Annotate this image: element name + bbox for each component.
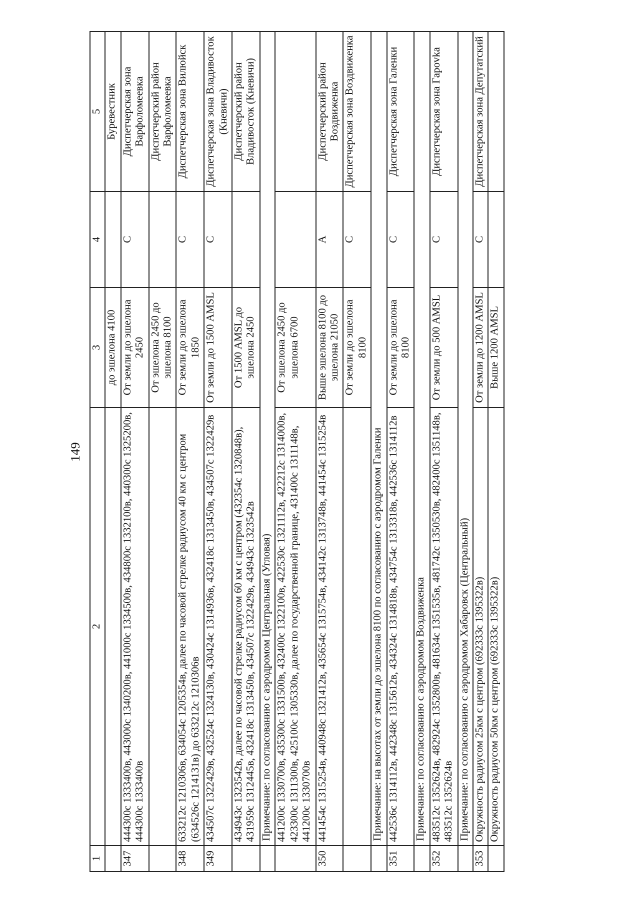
atc-unit-cell — [488, 32, 503, 192]
vertical-limits-cell: От земли до эшелона 8100 — [387, 288, 415, 408]
table-row — [204, 32, 232, 872]
row-number-cell: 352 — [430, 846, 458, 872]
row-number-cell — [414, 846, 429, 872]
vertical-limits-cell: От земли до эшелона 8100 — [343, 288, 371, 408]
table-body — [105, 32, 503, 872]
airspace-class-cell — [232, 192, 260, 288]
page-number: 149 — [67, 442, 83, 462]
header-cell: 5 — [90, 32, 105, 192]
coordinates-cell — [105, 408, 120, 846]
coordinates-cell: 483512с 1352624в, 482924с 1352800в, 481634с 1351535в, 481742с 1350530в, 482400с 1351148в, 483512с 1352624в — [430, 408, 458, 846]
atc-unit-cell: Диспетчерская зона Владивосток (Кневичи) — [204, 32, 232, 192]
coordinates-cell: 633212с 1210306в, 634054с 1205354в, далее по часовой стрелке радиусом 40 км с центром (634526с 1214131в) до 633212с 1210306в — [176, 408, 204, 846]
row-number-cell — [343, 846, 371, 872]
airspace-class-cell: С — [473, 192, 488, 288]
table-row — [414, 32, 429, 872]
airspace-class-cell — [105, 192, 120, 288]
note-cell: Примечание: по согласованию с аэродромом Центральная (Угловая) — [260, 32, 275, 846]
vertical-limits-cell: От земли до эшелона 1850 — [176, 288, 204, 408]
atc-unit-cell: Диспетчерский район Воздвиженка — [316, 32, 344, 192]
table-row — [316, 32, 344, 872]
vertical-limits-cell: От земли до эшелона 2450 — [121, 288, 149, 408]
row-number-cell: 350 — [316, 846, 344, 872]
atc-unit-cell: Диспетчерская зона Депутатский — [473, 32, 488, 192]
airspace-class-cell: С — [430, 192, 458, 288]
atc-unit-cell: Диспетчерский район Варфоломеевка — [149, 32, 177, 192]
rotated-document-page — [68, 32, 573, 872]
table-row — [371, 32, 386, 872]
atc-unit-cell: Диспетчерская зона Гарovka — [430, 32, 458, 192]
table-row — [473, 32, 488, 872]
airspace-class-cell: С — [121, 192, 149, 288]
vertical-limits-cell: Выше 1200 AMSL — [488, 288, 503, 408]
row-number-cell — [371, 846, 386, 872]
atc-unit-cell: Диспетчерская зона Воздвиженка — [343, 32, 371, 192]
coordinates-cell: 444300с 1333400в, 443000с 1340200в, 441000с 1334500в, 434800с 1332100в, 440300с 1325200в, 444300с 1333400в — [121, 408, 149, 846]
atc-unit-cell: Диспетчерская зона Галенки — [387, 32, 415, 192]
atc-unit-cell: Диспетчерский район Владивосток (Кневичи) — [232, 32, 260, 192]
row-number-cell: 353 — [473, 846, 488, 872]
airspace-class-cell — [275, 192, 315, 288]
table-row — [458, 32, 473, 872]
vertical-limits-cell: до эшелона 4100 — [105, 288, 120, 408]
header-cell: 1 — [90, 846, 105, 872]
table-row — [430, 32, 458, 872]
airspace-class-cell — [488, 192, 503, 288]
table-row — [275, 32, 315, 872]
atc-unit-cell: Диспетчерская зона Варфоломеевка — [121, 32, 149, 192]
airspace-class-cell: А — [316, 192, 344, 288]
row-number-cell — [488, 846, 503, 872]
coordinates-cell — [149, 408, 177, 846]
table-header-row — [90, 32, 105, 872]
table-row — [149, 32, 177, 872]
table-row — [121, 32, 149, 872]
atc-unit-cell: Диспетчерская зона Вилюйск — [176, 32, 204, 192]
row-number-cell: 349 — [204, 846, 232, 872]
note-cell: Примечание: по согласованию с аэродромом Воздвиженка — [414, 32, 429, 846]
vertical-limits-cell: От эшелона 2450 до эшелона 6700 — [275, 288, 315, 408]
coordinates-cell: 441200с 1330700в, 435300с 1331500в, 432400с 1322100в, 422530с 1321112в, 422212с 1314000в, 423300с 1311300в, 425100с 1305330в, далее по государственной границе, 431400с 1311148в, 441200с 1330700в — [275, 408, 315, 846]
coordinates-cell: 434943с 1323542в, далее по часовой стрелке радиусом 60 км с центром (432354с 1320848в), 431959с 1312445в, 432418с 1313450в, 434507с 1322429в, 434943с 1323542в — [232, 408, 260, 846]
header-cell: 4 — [90, 192, 105, 288]
coordinates-cell: Окружность радиусом 50км с центром (692333с 1395322в) — [488, 408, 503, 846]
airspace-class-cell — [149, 192, 177, 288]
atc-unit-cell: Буревестник — [105, 32, 120, 192]
row-number-cell — [232, 846, 260, 872]
table-row — [488, 32, 503, 872]
table-row — [260, 32, 275, 872]
note-cell: Примечание: по согласованию с аэродромом Хабаровск (Центральный) — [458, 32, 473, 846]
airspace-class-cell: С — [343, 192, 371, 288]
coordinates-cell: 434507с 1322429в, 432524с 1324130в, 430424с 1314936в, 432418с 1313450в, 434507с 1322429в — [204, 408, 232, 846]
coordinates-cell: 441454с 1315254в, 440948с 1321412в, 435654с 1315754в, 434142с 1313748в, 441454с 1315254в — [316, 408, 344, 846]
vertical-limits-cell: От 1500 AMSL до эшелона 2450 — [232, 288, 260, 408]
header-cell: 2 — [90, 408, 105, 846]
vertical-limits-cell: От земли до 1200 AMSL — [473, 288, 488, 408]
coordinates-cell: 442536с 1314112в, 442348с 1315612в, 434324с 1314818в, 434754с 1313318в, 442536с 1314112в — [387, 408, 415, 846]
table-row — [176, 32, 204, 872]
airspace-class-cell: С — [204, 192, 232, 288]
row-number-cell — [458, 846, 473, 872]
row-number-cell — [260, 846, 275, 872]
coordinates-cell — [343, 408, 371, 846]
airspace-class-cell: С — [387, 192, 415, 288]
atc-unit-cell — [275, 32, 315, 192]
table-row — [232, 32, 260, 872]
table-row — [105, 32, 120, 872]
vertical-limits-cell: От эшелона 2450 до эшелона 8100 — [149, 288, 177, 408]
vertical-limits-cell: Выше эшелона 8100 до эшелона 21050 — [316, 288, 344, 408]
row-number-cell — [149, 846, 177, 872]
row-number-cell: 347 — [121, 846, 149, 872]
row-number-cell — [275, 846, 315, 872]
airspace-table — [90, 31, 505, 872]
note-cell: Примечание: на высотах от земли до эшелона 8100 по согласованию с аэродромом Галенки — [371, 32, 386, 846]
row-number-cell: 351 — [387, 846, 415, 872]
table-row — [343, 32, 371, 872]
airspace-class-cell: С — [176, 192, 204, 288]
header-cell: 3 — [90, 288, 105, 408]
row-number-cell: 348 — [176, 846, 204, 872]
vertical-limits-cell: От земли до 1500 AMSL — [204, 288, 232, 408]
vertical-limits-cell: От земли до 500 AMSL — [430, 288, 458, 408]
table-row — [387, 32, 415, 872]
row-number-cell — [105, 846, 120, 872]
coordinates-cell: Окружность радиусом 25км с центром (692333с 1395322в) — [473, 408, 488, 846]
